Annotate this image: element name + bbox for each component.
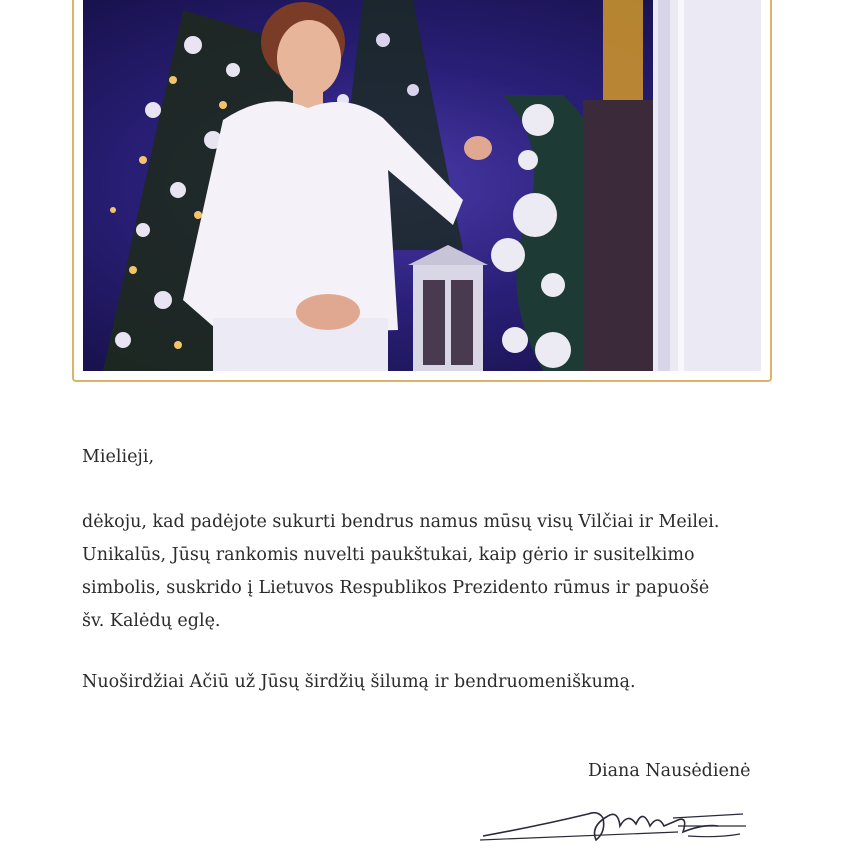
christmas-photo-illustration [83,0,761,371]
letter-body-line: šv. Kalėdų eglę. [82,611,221,631]
letter-body-line: simbolis, suskrido į Lietuvos Respublikos Prezidento rūmus ir papuošė [82,578,710,598]
sender-name: Diana Nausėdienė [588,761,751,781]
letter-greeting: Mielieji, [82,447,155,467]
christmas-photo [83,0,761,371]
letter-thanks: Nuoširdžiai Ačiū už Jūsų širdžių šilumą ir bendruomeniškumą. [82,672,636,692]
handwritten-signature [478,796,748,852]
letter-body-line: Unikalūs, Jūsų rankomis nuvelti paukštukai, kaip gėrio ir susitelkimo [82,545,695,565]
letter-body-line: dėkoju, kad padėjote sukurti bendrus namus mūsų visų Vilčiai ir Meilei. [82,512,720,532]
letter-body [82,506,719,638]
